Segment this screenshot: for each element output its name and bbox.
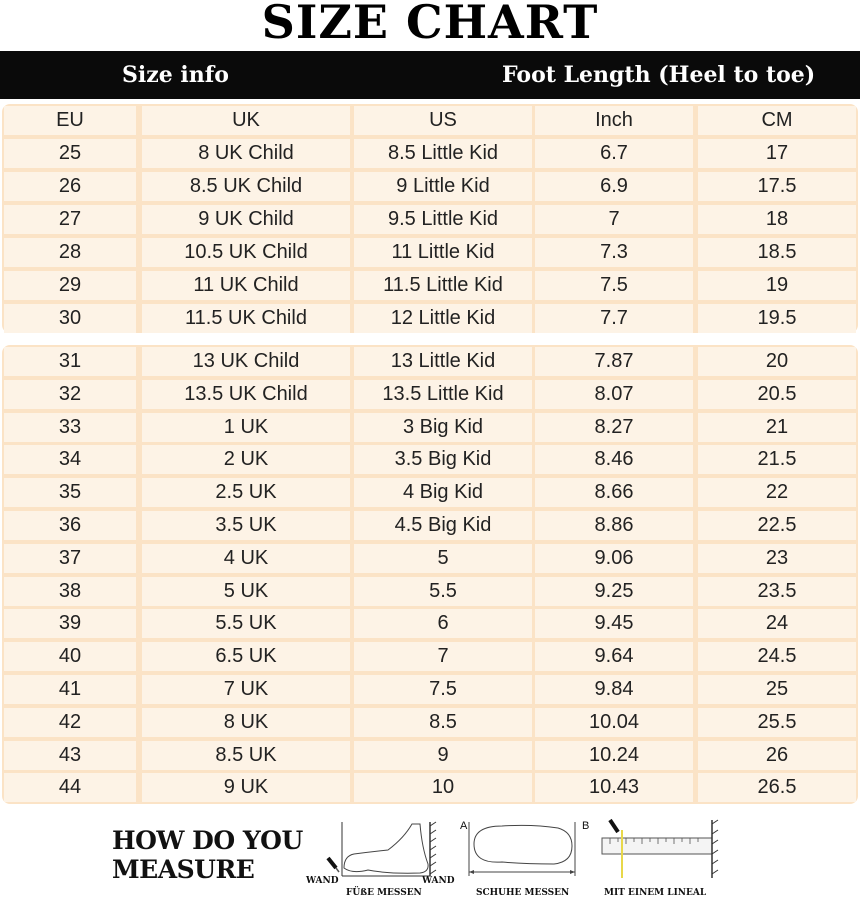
- table-cell-eu: 36: [4, 511, 136, 540]
- table-cell-uk: 5.5 UK: [142, 609, 350, 638]
- shoe-sole-icon: [462, 814, 580, 884]
- feet-measure-caption: FÜßE MESSEN: [346, 888, 422, 898]
- column-header-inch: Inch: [535, 106, 693, 135]
- table-cell-eu: 29: [4, 271, 136, 300]
- table-cell-eu: 31: [4, 347, 136, 376]
- table-cell-us: 13 Little Kid: [354, 347, 532, 376]
- table-cell-eu: 39: [4, 609, 136, 638]
- table-cell-uk: 8 UK Child: [142, 139, 350, 168]
- table-cell-uk: 8 UK: [142, 708, 350, 737]
- table-cell-uk: 13 UK Child: [142, 347, 350, 376]
- table-cell-eu: 32: [4, 380, 136, 409]
- table-cell-eu: 43: [4, 741, 136, 770]
- table-cell-eu: 30: [4, 304, 136, 333]
- table-cell-cm: 21: [698, 413, 856, 442]
- table-cell-cm: 25.5: [698, 708, 856, 737]
- table-cell-uk: 11 UK Child: [142, 271, 350, 300]
- column-header-uk: UK: [142, 106, 350, 135]
- table-cell-inch: 7.3: [535, 238, 693, 267]
- table-cell-us: 9 Little Kid: [354, 172, 532, 201]
- table-cell-uk: 7 UK: [142, 675, 350, 704]
- table-cell-inch: 7: [535, 205, 693, 234]
- table-cell-cm: 23.5: [698, 577, 856, 606]
- table-cell-eu: 33: [4, 413, 136, 442]
- size-info-heading: Size info: [122, 62, 229, 88]
- table-cell-cm: 24: [698, 609, 856, 638]
- table-cell-us: 4.5 Big Kid: [354, 511, 532, 540]
- column-header-eu: EU: [4, 106, 136, 135]
- table-cell-us: 8.5 Little Kid: [354, 139, 532, 168]
- label-b: B: [582, 820, 590, 832]
- table-cell-inch: 7.87: [535, 347, 693, 376]
- table-cell-uk: 11.5 UK Child: [142, 304, 350, 333]
- how-to-measure-line1: HOW DO YOU: [112, 826, 303, 855]
- table-cell-inch: 9.45: [535, 609, 693, 638]
- how-to-measure-line2: MEASURE: [112, 855, 255, 884]
- table-cell-eu: 28: [4, 238, 136, 267]
- table-cell-us: 8.5: [354, 708, 532, 737]
- table-cell-uk: 2.5 UK: [142, 478, 350, 507]
- table-cell-us: 5: [354, 544, 532, 573]
- table-cell-uk: 2 UK: [142, 445, 350, 474]
- table-cell-uk: 4 UK: [142, 544, 350, 573]
- table-cell-inch: 9.64: [535, 642, 693, 671]
- table-cell-us: 5.5: [354, 577, 532, 606]
- table-cell-eu: 38: [4, 577, 136, 606]
- table-cell-us: 9: [354, 741, 532, 770]
- table-cell-eu: 35: [4, 478, 136, 507]
- table-cell-uk: 13.5 UK Child: [142, 380, 350, 409]
- table-cell-us: 11 Little Kid: [354, 238, 532, 267]
- table-cell-inch: 7.7: [535, 304, 693, 333]
- table-cell-uk: 9 UK: [142, 773, 350, 802]
- table-cell-eu: 34: [4, 445, 136, 474]
- table-cell-cm: 20.5: [698, 380, 856, 409]
- shoe-measure-caption: SCHUHE MESSEN: [476, 888, 570, 898]
- table-cell-cm: 26.5: [698, 773, 856, 802]
- table-cell-cm: 24.5: [698, 642, 856, 671]
- header-bar: [0, 51, 860, 99]
- how-to-measure-heading: [112, 826, 303, 884]
- table-cell-uk: 1 UK: [142, 413, 350, 442]
- table-cell-cm: 18.5: [698, 238, 856, 267]
- table-cell-us: 6: [354, 609, 532, 638]
- table-cell-us: 10: [354, 773, 532, 802]
- table-cell-uk: 8.5 UK Child: [142, 172, 350, 201]
- table-cell-cm: 20: [698, 347, 856, 376]
- table-cell-cm: 21.5: [698, 445, 856, 474]
- table-cell-uk: 5 UK: [142, 577, 350, 606]
- table-cell-inch: 8.66: [535, 478, 693, 507]
- table-cell-cm: 25: [698, 675, 856, 704]
- ruler-icon: [596, 816, 720, 886]
- table-cell-uk: 6.5 UK: [142, 642, 350, 671]
- ruler-caption: MIT EINEM LINEAL: [604, 888, 707, 898]
- table-cell-eu: 26: [4, 172, 136, 201]
- table-cell-us: 7.5: [354, 675, 532, 704]
- table-cell-inch: 9.06: [535, 544, 693, 573]
- table-cell-inch: 9.25: [535, 577, 693, 606]
- table-cell-inch: 10.24: [535, 741, 693, 770]
- table-cell-eu: 42: [4, 708, 136, 737]
- table-cell-cm: 26: [698, 741, 856, 770]
- table-cell-cm: 22: [698, 478, 856, 507]
- table-cell-inch: 7.5: [535, 271, 693, 300]
- table-cell-cm: 17: [698, 139, 856, 168]
- table-cell-eu: 37: [4, 544, 136, 573]
- table-cell-cm: 19.5: [698, 304, 856, 333]
- foot-length-heading: Foot Length (Heel to toe): [502, 62, 816, 88]
- table-cell-cm: 19: [698, 271, 856, 300]
- table-cell-uk: 3.5 UK: [142, 511, 350, 540]
- table-cell-us: 3.5 Big Kid: [354, 445, 532, 474]
- table-cell-inch: 10.04: [535, 708, 693, 737]
- page-title: SIZE CHART: [261, 0, 599, 49]
- table-cell-us: 4 Big Kid: [354, 478, 532, 507]
- table-cell-inch: 10.43: [535, 773, 693, 802]
- wand-left-label: WAND: [306, 876, 339, 886]
- table-cell-inch: 9.84: [535, 675, 693, 704]
- table-cell-eu: 27: [4, 205, 136, 234]
- table-cell-inch: 6.9: [535, 172, 693, 201]
- table-cell-eu: 41: [4, 675, 136, 704]
- table-cell-uk: 8.5 UK: [142, 741, 350, 770]
- table-cell-inch: 8.46: [535, 445, 693, 474]
- table-cell-us: 12 Little Kid: [354, 304, 532, 333]
- table-cell-inch: 8.07: [535, 380, 693, 409]
- table-cell-eu: 44: [4, 773, 136, 802]
- wand-right-label: WAND: [422, 876, 455, 886]
- table-cell-inch: 6.7: [535, 139, 693, 168]
- table-cell-us: 7: [354, 642, 532, 671]
- table-cell-us: 11.5 Little Kid: [354, 271, 532, 300]
- table-cell-eu: 40: [4, 642, 136, 671]
- table-cell-cm: 22.5: [698, 511, 856, 540]
- label-a: A: [460, 820, 468, 832]
- table-cell-cm: 17.5: [698, 172, 856, 201]
- table-cell-uk: 10.5 UK Child: [142, 238, 350, 267]
- column-header-us: US: [354, 106, 532, 135]
- table-cell-us: 9.5 Little Kid: [354, 205, 532, 234]
- table-cell-inch: 8.27: [535, 413, 693, 442]
- table-cell-cm: 18: [698, 205, 856, 234]
- column-header-cm: CM: [698, 106, 856, 135]
- table-cell-cm: 23: [698, 544, 856, 573]
- table-cell-us: 3 Big Kid: [354, 413, 532, 442]
- table-cell-us: 13.5 Little Kid: [354, 380, 532, 409]
- table-cell-inch: 8.86: [535, 511, 693, 540]
- table-cell-eu: 25: [4, 139, 136, 168]
- table-cell-uk: 9 UK Child: [142, 205, 350, 234]
